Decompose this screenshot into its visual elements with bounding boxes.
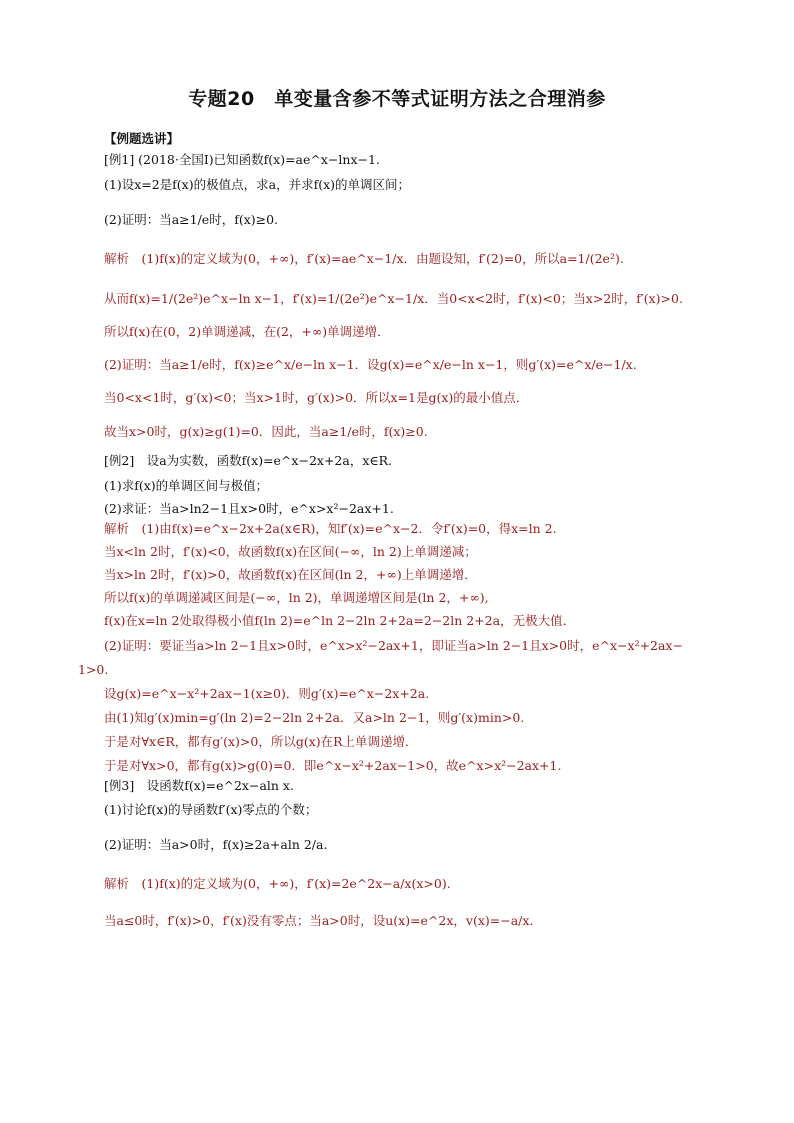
line-17: f(x)在x=ln 2处取得极小值f(ln 2)=e^ln 2−2ln 2+2a=2−2ln 2+2a，无极大值． (104, 613, 576, 628)
line-11: (1)求f(x)的单调区间与极值； (104, 478, 269, 493)
line-6: 所以f(x)在(0，2)单调递减，在(2，+∞)单调递增． (104, 324, 390, 339)
line-23: 于是对∀x>0，都有g(x)>g(0)=0．即e^x−x²+2ax−1>0，故e^x>x²−2ax+1. (104, 758, 562, 773)
line-8: 当0<x<1时，g′(x)<0；当x>1时，g′(x)>0．所以x=1是g(x)的最小值点． (104, 390, 529, 405)
section-header: 【例题选讲】 (104, 131, 180, 146)
line-9: 故当x>0时，g(x)≥g(1)=0．因此，当a≥1/e时，f(x)≥0. (104, 424, 428, 439)
line-24: [例3] 设函数f(x)=e^2x−aln x. (104, 778, 294, 793)
line-19: 1>0. (78, 662, 109, 677)
line-10: [例2] 设a为实数，函数f(x)=e^x−2x+2a，x∈R. (104, 453, 393, 468)
line-20: 设g(x)=e^x−x²+2ax−1(x≥0)．则g′(x)=e^x−2x+2a. (104, 686, 430, 701)
line-5: 从而f(x)=1/(2e²)e^x−ln x−1，f′(x)=1/(2e²)e^x−1/x．当0<x<2时，f′(x)<0；当x>2时，f′(x)>0. (104, 291, 683, 306)
line-25: (1)讨论f(x)的导函数f′(x)零点的个数； (104, 802, 318, 817)
line-21: 由(1)知g′(x)min=g′(ln 2)=2−2ln 2+2a．又a>ln 2−1，则g′(x)min>0. (104, 710, 525, 725)
line-16: 所以f(x)的单调递减区间是(−∞，ln 2)，单调递增区间是(ln 2，+∞), (104, 590, 489, 605)
line-26: (2)证明：当a>0时，f(x)≥2a+aln 2/a. (104, 837, 328, 852)
line-22: 于是对∀x∈R，都有g′(x)>0，所以g(x)在R上单调递增． (104, 734, 418, 749)
line-14: 当x<ln 2时，f′(x)<0，故函数f(x)在区间(−∞，ln 2)上单调递减； (104, 544, 477, 559)
line-3: (2)证明：当a≥1/e时，f(x)≥0. (104, 212, 279, 227)
line-28: 当a≤0时，f′(x)>0，f′(x)没有零点；当a>0时，设u(x)=e^2x，v(x)=−a/x. (104, 913, 534, 928)
line-12: (2)求证：当a>ln2−1且x>0时，e^x>x²−2ax+1. (104, 501, 394, 516)
line-1: [例1] (2018·全国Ⅰ)已知函数f(x)=ae^x−lnx−1. (104, 152, 380, 167)
page-title: 专题20 单变量含参不等式证明方法之合理消参 (188, 88, 606, 110)
line-13: 解析 (1)由f(x)=e^x−2x+2a(x∈R)，知f′(x)=e^x−2．令f′(x)=0，得x=ln 2. (104, 521, 557, 536)
line-27: 解析 (1)f(x)的定义域为(0，+∞)，f′(x)=2e^2x−a/x(x>0). (104, 876, 451, 891)
line-4: 解析 (1)f(x)的定义域为(0，+∞)，f′(x)=ae^x−1/x．由题设知，f′(2)=0，所以a=1/(2e²). (104, 251, 624, 266)
line-7: (2)证明：当a≥1/e时，f(x)≥e^x/e−ln x−1．设g(x)=e^x/e−ln x−1，则g′(x)=e^x/e−1/x. (104, 357, 637, 372)
line-18: (2)证明：要证当a>ln 2−1且x>0时，e^x>x²−2ax+1，即证当a>ln 2−1且x>0时，e^x−x²+2ax− (104, 638, 683, 653)
line-2: (1)设x=2是f(x)的极值点，求a，并求f(x)的单调区间； (104, 177, 410, 192)
line-15: 当x>ln 2时，f′(x)>0，故函数f(x)在区间(ln 2，+∞)上单调递增． (104, 567, 477, 582)
